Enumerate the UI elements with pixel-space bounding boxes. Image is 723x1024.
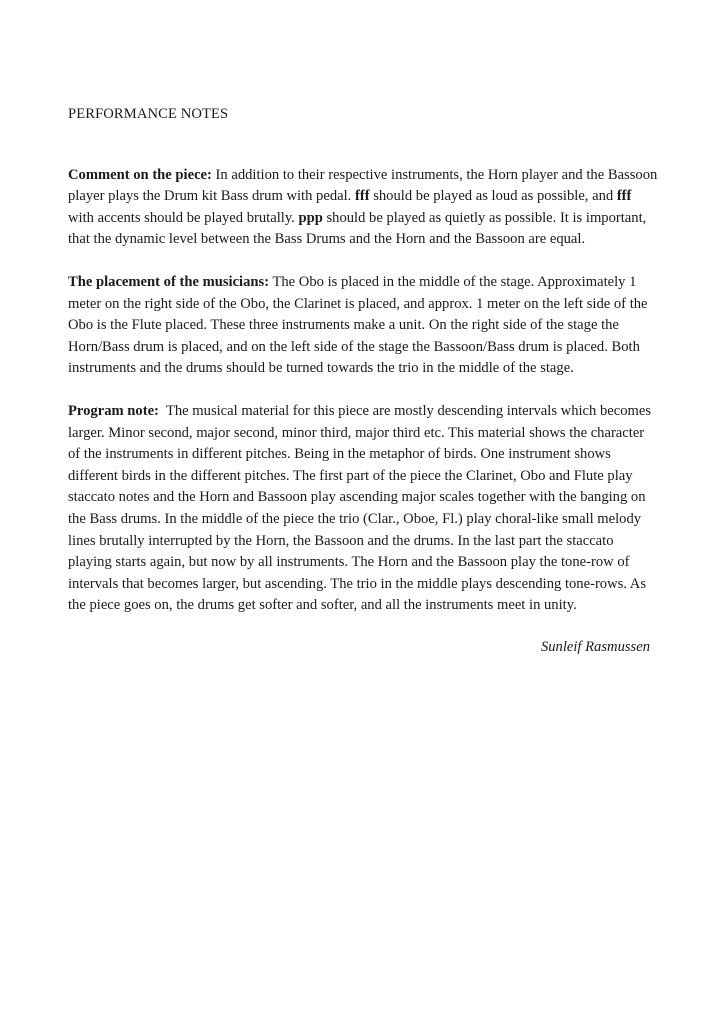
placement-paragraph	[68, 272, 658, 380]
comment-text: In addition to their respective instruments, the Horn player and the Bassoon player plays the Drum kit Bass drum with pedal.	[68, 166, 658, 205]
placement-text: The Obo is placed in the middle of the stage. Approximately 1 meter on the right side of the Obo, the Clarinet is placed, and approx. 1 meter on the left side of the Obo is the Flute placed. These three instruments make a unit. On the right side of the stage the Horn/Bass drum is placed, and on the left side of the stage the Bassoon/Bass drum is placed. Both instruments and the drums should be turned towards the trio in the middle of the stage.	[68, 273, 648, 377]
author-signature: Sunleif Rasmussen	[540, 638, 650, 655]
comment-text: should be played as quietly as possible. It is important, that the dynamic level between the Bass Drums and the Horn and the Bassoon are equal.	[68, 209, 647, 248]
program-note-text: The musical material for this piece are mostly descending intervals which becomes larger. Minor second, major second, minor third, major third etc. This material shows the character of the instruments in different pitches. Being in the metaphor of birds. One instrument shows different birds in the different pitches. The first part of the piece the Clarinet, Obo and Flute play staccato notes and the Horn and Bassoon play ascending major scales together with the banging on the Bass drums. In the middle of the piece the trio (Clar., Oboe, Fl.) play choral-like small melody lines brutally interrupted by the Horn, the Bassoon and the drums. In the last part the staccato playing starts again, but now by all instruments. The Horn and the Bassoon play the tone-row of intervals that becomes larger, but ascending. The trio in the middle plays descending tone-rows. As the piece goes on, the drums get softer and softer, and all the instruments meet in unity.	[68, 402, 655, 614]
comment-heading: Comment on the piece:	[68, 166, 212, 183]
comment-paragraph	[68, 165, 658, 251]
placement-heading: The placement of the musicians:	[68, 273, 270, 290]
comment-text: should be played as loud as possible, and	[369, 188, 617, 205]
program-note-paragraph	[68, 401, 658, 617]
page-title: PERFORMANCE NOTES	[68, 106, 229, 122]
dynamic-marking-fff: fff	[354, 188, 370, 205]
dynamic-marking-fff: fff	[616, 188, 632, 205]
document-page	[68, 104, 658, 658]
comment-text: with accents should be played brutally.	[68, 209, 299, 226]
program-note-heading: Program note:	[68, 402, 159, 419]
dynamic-marking-ppp: ppp	[298, 209, 323, 226]
